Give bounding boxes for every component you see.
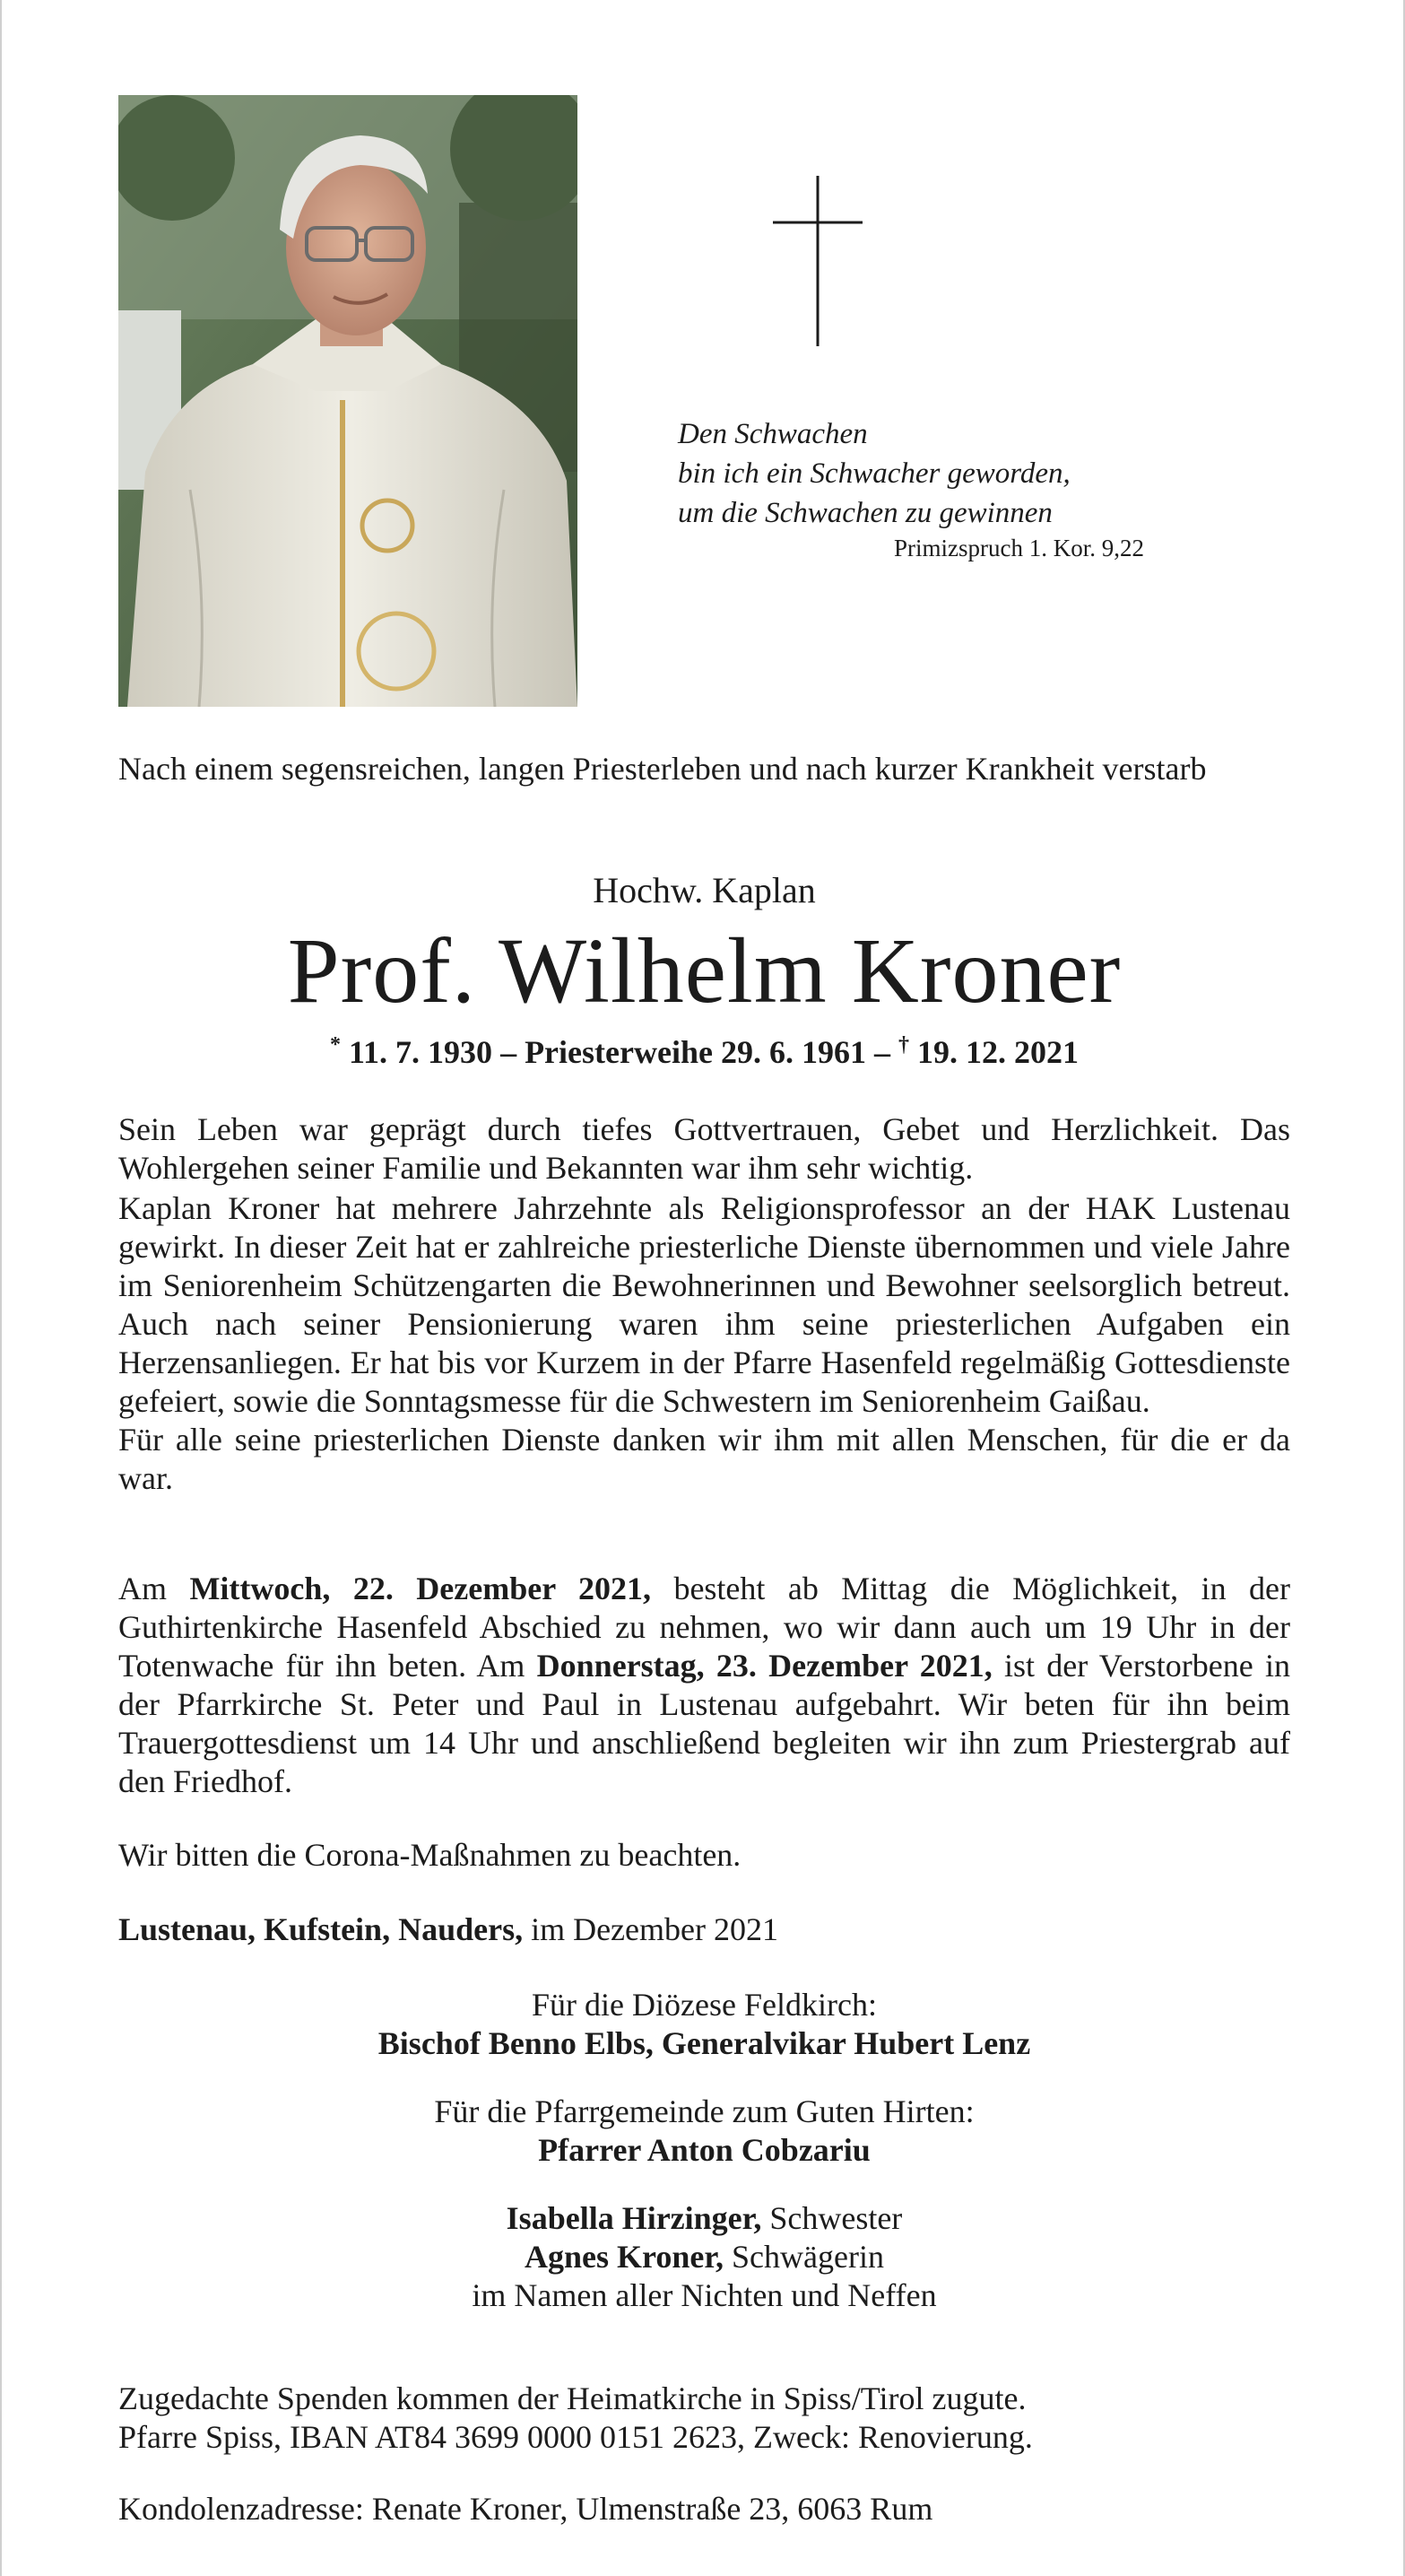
funeral-date: Donnerstag, 23. Dezember 2021, bbox=[536, 1648, 993, 1684]
biography-paragraph: Für alle seine priesterlichen Dienste danken wir ihm mit allen Menschen, für die er da war. bbox=[118, 1422, 1290, 1496]
family-relation: Schwägerin bbox=[724, 2239, 884, 2275]
portrait-illustration bbox=[118, 95, 577, 707]
place-date bbox=[118, 1910, 1290, 1949]
deceased-title: Hochw. Kaplan bbox=[593, 870, 816, 910]
funeral-text: ist der Verstorbene in der Pfarrkirche St. Peter und Paul in Lustenau aufgebahrt. Wir beten für ihn beim Trauergottesdienst um 14 Uhr und anschließend begleiten wir ihn zum Priestergrab auf den Friedhof. bbox=[118, 1648, 1290, 1799]
biography bbox=[118, 1110, 1290, 1498]
intro-text: Nach einem segensreichen, langen Priesterleben und nach kurzer Krankheit verstarb bbox=[118, 751, 1207, 787]
life-dates bbox=[118, 1033, 1290, 1071]
birth-date: 11. 7. 1930 bbox=[349, 1034, 493, 1070]
donation-line: Pfarre Spiss, IBAN AT84 3699 0000 0151 2623, Zweck: Renovierung. bbox=[118, 2419, 1033, 2455]
motto-line: bin ich ein Schwacher geworden, bbox=[678, 457, 1071, 490]
diocese-label: Für die Diözese Feldkirch: bbox=[532, 1987, 877, 2023]
condolence-address: Kondolenzadresse: Renate Kroner, Ulmenstraße 23, 6063 Rum bbox=[118, 2491, 933, 2527]
family-note: im Namen aller Nichten und Neffen bbox=[472, 2277, 937, 2313]
family-relation: Schwester bbox=[761, 2200, 903, 2236]
vigil-date: Mittwoch, 22. Dezember 2021, bbox=[189, 1571, 651, 1606]
corona-notice: Wir bitten die Corona-Maßnahmen zu beachten. bbox=[118, 1837, 742, 1873]
deceased-name: Prof. Wilhelm Kroner bbox=[287, 919, 1122, 1023]
donation-info bbox=[118, 2380, 1290, 2457]
death-date: 19. 12. 2021 bbox=[916, 1034, 1079, 1070]
portrait-photo bbox=[118, 95, 577, 707]
cross-icon bbox=[773, 176, 863, 346]
diocese-names: Bischof Benno Elbs, Generalvikar Hubert Lenz bbox=[377, 2025, 1031, 2061]
death-symbol: † bbox=[898, 1033, 909, 1057]
motto-line: um die Schwachen zu gewinnen bbox=[678, 497, 1053, 529]
family-member bbox=[118, 2199, 1290, 2238]
motto-quote bbox=[678, 414, 1144, 533]
funeral-text: Am bbox=[118, 1571, 190, 1606]
family-name: Agnes Kroner, bbox=[525, 2239, 724, 2275]
parish-name: Pfarrer Anton Cobzariu bbox=[538, 2132, 871, 2168]
funeral-info bbox=[118, 1570, 1290, 1801]
birth-symbol: * bbox=[330, 1033, 342, 1057]
date-separator: – bbox=[492, 1034, 525, 1070]
family-name: Isabella Hirzinger, bbox=[506, 2200, 762, 2236]
date-separator: – bbox=[865, 1034, 898, 1070]
biography-paragraph: Kaplan Kroner hat mehrere Jahrzehnte als Religionsprofessor an der HAK Lustenau gewirkt. In dieser Zeit hat er zahlreiche priesterliche Dienste übernommen und viele Jahre im Seniorenheim Schützengarten die Bewohnerinnen und Bewohner seelsorglich betreut. Auch nach seiner Pensionierung waren ihm seine priesterlichen Aufgaben ein Herzensanliegen. Er hat bis vor Kurzem in der Pfarre Hasenfeld regelmäßig Gottesdienste gefeiert, sowie die Sonntagsmesse für die Schwestern im Seniorenheim Gaißau. bbox=[118, 1190, 1290, 1419]
signatures bbox=[118, 1986, 1290, 2315]
family-member bbox=[118, 2238, 1290, 2276]
motto-line: Den Schwachen bbox=[678, 418, 868, 450]
motto-source: Primizspruch 1. Kor. 9,22 bbox=[894, 535, 1144, 561]
parish-label: Für die Pfarrgemeinde zum Guten Hirten: bbox=[434, 2093, 975, 2129]
donation-line: Zugedachte Spenden kommen der Heimatkirche in Spiss/Tirol zugute. bbox=[118, 2380, 1027, 2416]
ordination-date: Priesterweihe 29. 6. 1961 bbox=[525, 1034, 866, 1070]
biography-paragraph: Sein Leben war geprägt durch tiefes Gottvertrauen, Gebet und Herzlichkeit. Das Wohlergehen seiner Familie und Bekannten war ihm sehr wichtig. bbox=[118, 1111, 1290, 1186]
funeral-text: besteht ab Mittag die Möglichkeit, in der Guthirtenkirche Hasenfeld Abschied zu nehmen, wo wir dann auch um 19 Uhr in der Totenwache für ihn beten. Am bbox=[118, 1571, 1290, 1684]
date: im Dezember 2021 bbox=[523, 1911, 778, 1947]
places: Lustenau, Kufstein, Nauders, bbox=[118, 1911, 524, 1947]
